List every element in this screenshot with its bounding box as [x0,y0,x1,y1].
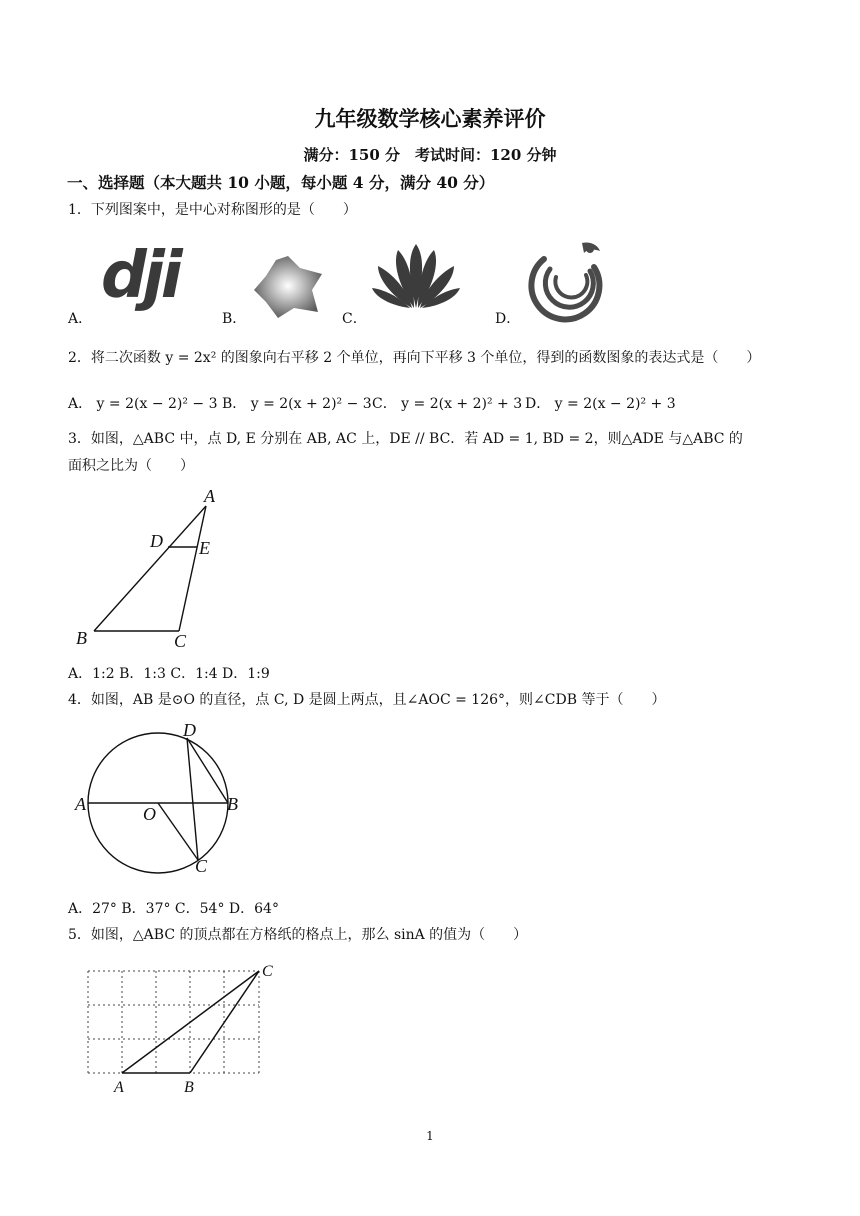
q3-options: A．1:2 B．1:3 C．1:4 D．1:9 [68,666,270,682]
q5-label-a: A [114,1079,124,1096]
q2-option-c: C． y = 2(x + 2)² + 3 [372,396,523,412]
q4-stem: 4．如图，AB 是⊙O 的直径，点 C, D 是圆上两点，且∠AOC = 126°，则∠CDB 等于（ ） [68,692,666,708]
q3-label-c: C [174,631,187,651]
q4-label-a: A [75,794,86,814]
q1-logo-d [524,237,608,321]
q1-logo-b [252,254,324,320]
q3-stem-line1: 3．如图，△ABC 中，点 D, E 分别在 AB, AC 上，DE // BC．若 AD = 1, BD = 2，则△ADE 与△ABC 的 [68,431,743,447]
q5-stem: 5．如图，△ABC 的顶点都在方格纸的格点上，那么 sinA 的值为（ ） [68,927,528,943]
q1-logo-a-text: dji [101,239,179,313]
q5-grid-figure [80,960,290,1100]
q1-label-c: C． [342,311,367,327]
q3-triangle-figure [70,484,240,656]
q3-label-e: E [199,538,210,558]
q1-label-a: A． [68,311,93,327]
q2-option-a: A． y = 2(x − 2)² − 3 [68,396,218,412]
q4-label-d: D [183,720,196,740]
q2-stem: 2．将二次函数 y = 2x² 的图象向右平移 2 个单位，再向下平移 3 个单位，得到的函数图象的表达式是（ ） [68,350,761,366]
q4-label-c: C [195,856,208,876]
q4-label-o: O [143,804,156,824]
exam-info: 满分：150 分 考试时间：120 分钟 [303,146,557,164]
q1-logo-a [95,237,207,317]
q2-option-d: D． y = 2(x − 2)² + 3 [525,396,676,412]
q1-label-d: D． [495,311,521,327]
q4-options: A．27° B．37° C．54° D．64° [68,901,279,917]
q4-label-b: B [227,794,238,814]
q2-option-b: B． y = 2(x + 2)² − 3 [222,396,372,412]
q1-logo-c [370,242,462,312]
q3-label-b: B [76,628,87,648]
q5-label-b: B [184,1079,194,1096]
q4-circle-figure [70,720,250,880]
page-title: 九年级数学核心素养评价 [314,106,546,131]
section-heading: 一、选择题（本大题共 10 小题，每小题 4 分，满分 40 分） [67,173,495,192]
page-number: 1 [426,1129,434,1143]
q3-label-d: D [150,531,163,551]
q3-stem-line2: 面积之比为（ ） [68,458,194,474]
q1-label-b: B． [222,311,247,327]
q3-label-a: A [204,486,215,506]
q1-stem: 1．下列图案中，是中心对称图形的是（ ） [68,202,357,218]
q5-label-c: C [262,963,273,980]
